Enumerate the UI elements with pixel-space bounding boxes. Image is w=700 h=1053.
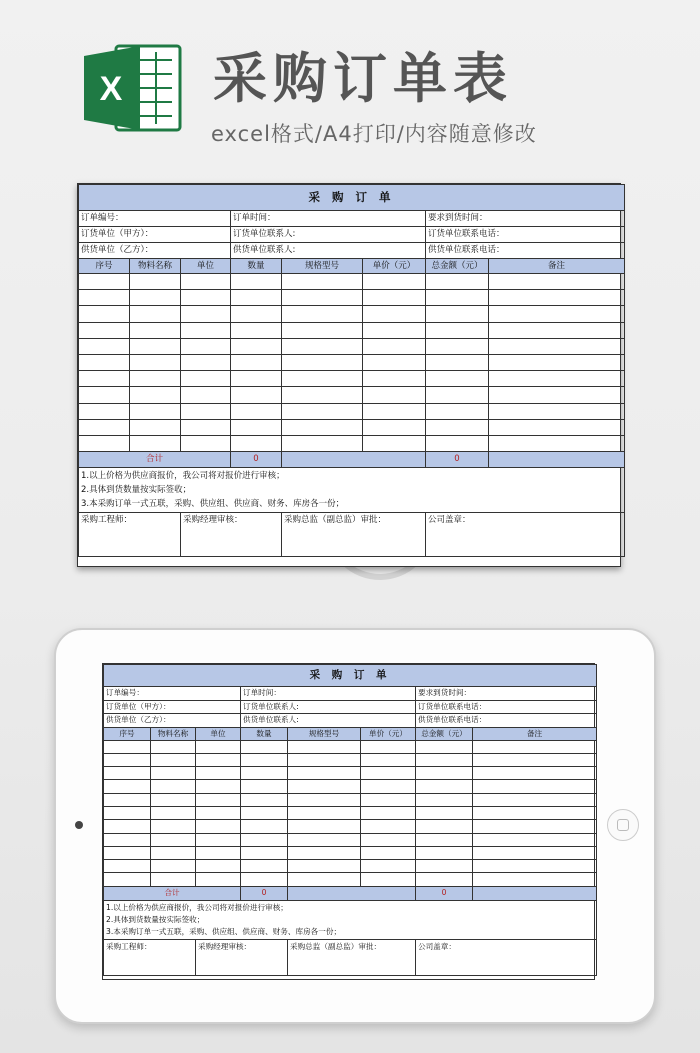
item-cell[interactable] [363, 322, 426, 338]
item-cell[interactable] [79, 338, 130, 354]
signature-field[interactable]: 采购总监（副总监）审批： [282, 513, 426, 557]
item-row [104, 833, 597, 846]
total-label: 合计 [104, 886, 241, 900]
item-row [79, 419, 625, 435]
item-cell[interactable] [288, 873, 361, 886]
item-cell[interactable] [130, 403, 181, 419]
item-cell[interactable] [361, 767, 416, 780]
form-title: 采 购 订 单 [104, 665, 597, 687]
item-cell[interactable] [241, 767, 288, 780]
item-cell[interactable] [151, 873, 196, 886]
item-cell[interactable] [241, 753, 288, 766]
item-row [79, 371, 625, 387]
note-line: 2.具体到货数量按实际签收； [79, 483, 625, 498]
item-cell[interactable] [489, 419, 625, 435]
item-row [104, 780, 597, 793]
column-header: 单位 [181, 259, 231, 274]
item-cell[interactable] [151, 753, 196, 766]
item-cell[interactable] [473, 753, 597, 766]
item-cell[interactable] [282, 306, 363, 322]
purchase-order-sheet [102, 663, 595, 980]
item-cell[interactable] [104, 820, 151, 833]
item-cell[interactable] [426, 419, 489, 435]
item-cell[interactable] [489, 274, 625, 290]
item-cell[interactable] [79, 387, 130, 403]
item-cell[interactable] [363, 290, 426, 306]
item-cell[interactable] [416, 806, 473, 819]
item-row [104, 793, 597, 806]
item-row [104, 753, 597, 766]
item-cell[interactable] [231, 435, 282, 451]
item-cell[interactable] [282, 338, 363, 354]
item-cell[interactable] [288, 740, 361, 753]
item-cell[interactable] [79, 371, 130, 387]
item-cell[interactable] [241, 820, 288, 833]
info-field[interactable]: 订单时间： [231, 211, 426, 227]
item-cell[interactable] [288, 820, 361, 833]
item-cell[interactable] [231, 419, 282, 435]
purchase-order-table [78, 184, 625, 557]
total-quantity: 0 [231, 452, 282, 468]
item-cell[interactable] [473, 860, 597, 873]
item-row [79, 435, 625, 451]
logo-letter: X [99, 70, 123, 108]
item-cell[interactable] [181, 274, 231, 290]
info-field[interactable]: 订单时间： [241, 687, 416, 701]
item-cell[interactable] [130, 435, 181, 451]
info-field[interactable]: 供货单位（乙方）： [104, 714, 241, 728]
item-cell[interactable] [363, 371, 426, 387]
item-cell[interactable] [282, 322, 363, 338]
column-header: 物料名称 [151, 727, 196, 740]
tablet-home-button [607, 809, 639, 841]
item-cell[interactable] [196, 780, 241, 793]
item-row [104, 740, 597, 753]
signature-field[interactable]: 采购工程师： [79, 513, 181, 557]
item-cell[interactable] [363, 354, 426, 370]
info-field[interactable]: 供货单位（乙方）： [79, 243, 231, 259]
page-subtitle: excel格式/A4打印/内容随意修改 [211, 122, 537, 146]
purchase-order-table [103, 664, 597, 976]
item-cell[interactable] [130, 371, 181, 387]
item-cell[interactable] [489, 403, 625, 419]
item-cell[interactable] [426, 338, 489, 354]
item-cell[interactable] [426, 371, 489, 387]
item-cell[interactable] [196, 806, 241, 819]
item-cell[interactable] [196, 873, 241, 886]
info-field[interactable]: 供货单位联系人: [241, 714, 416, 728]
item-cell[interactable] [361, 833, 416, 846]
info-field[interactable]: 订单编号： [104, 687, 241, 701]
item-cell[interactable] [473, 767, 597, 780]
item-cell[interactable] [361, 753, 416, 766]
item-cell[interactable] [151, 793, 196, 806]
item-cell[interactable] [426, 387, 489, 403]
item-cell[interactable] [130, 274, 181, 290]
item-cell[interactable] [231, 322, 282, 338]
item-cell[interactable] [473, 806, 597, 819]
item-cell[interactable] [473, 833, 597, 846]
item-cell[interactable] [79, 419, 130, 435]
item-cell[interactable] [231, 274, 282, 290]
item-cell[interactable] [196, 833, 241, 846]
item-cell[interactable] [104, 833, 151, 846]
item-cell[interactable] [489, 435, 625, 451]
item-cell[interactable] [151, 860, 196, 873]
item-cell[interactable] [181, 387, 231, 403]
purchase-order-sheet [77, 183, 621, 567]
column-header: 序号 [104, 727, 151, 740]
item-cell[interactable] [361, 860, 416, 873]
item-cell[interactable] [489, 371, 625, 387]
item-cell[interactable] [231, 403, 282, 419]
page-title: 采购订单表 [213, 47, 513, 110]
item-cell[interactable] [241, 873, 288, 886]
column-header: 规格型号 [282, 259, 363, 274]
item-cell[interactable] [181, 403, 231, 419]
excel-logo-icon [80, 40, 184, 136]
item-cell[interactable] [361, 846, 416, 859]
note-line: 1.以上价格为供应商报价，我公司将对报价进行审核； [104, 900, 597, 913]
item-cell[interactable] [473, 740, 597, 753]
item-cell[interactable] [181, 306, 231, 322]
item-cell[interactable] [181, 354, 231, 370]
info-field[interactable]: 订货单位联系人: [241, 700, 416, 714]
item-cell[interactable] [361, 780, 416, 793]
item-cell[interactable] [363, 306, 426, 322]
item-cell[interactable] [241, 793, 288, 806]
item-cell[interactable] [104, 753, 151, 766]
total-row [104, 886, 597, 900]
item-cell[interactable] [288, 753, 361, 766]
info-field[interactable]: 订货单位（甲方）： [79, 227, 231, 243]
signature-field[interactable]: 公司盖章： [426, 513, 625, 557]
item-cell[interactable] [363, 274, 426, 290]
column-header: 数量 [241, 727, 288, 740]
item-cell[interactable] [361, 806, 416, 819]
column-header: 备注 [489, 259, 625, 274]
item-cell[interactable] [196, 740, 241, 753]
item-cell[interactable] [361, 873, 416, 886]
column-header: 物料名称 [130, 259, 181, 274]
item-cell[interactable] [130, 419, 181, 435]
item-cell[interactable] [151, 806, 196, 819]
item-cell[interactable] [231, 387, 282, 403]
item-cell[interactable] [104, 780, 151, 793]
item-cell[interactable] [104, 846, 151, 859]
note-line: 3.本采购订单一式五联，采购、供应组、供应商、财务、库房各一份； [104, 926, 597, 939]
item-cell[interactable] [181, 338, 231, 354]
item-cell[interactable] [473, 873, 597, 886]
item-cell[interactable] [231, 354, 282, 370]
item-cell[interactable] [130, 306, 181, 322]
item-cell[interactable] [104, 860, 151, 873]
item-cell[interactable] [241, 860, 288, 873]
item-cell[interactable] [282, 274, 363, 290]
item-cell[interactable] [79, 403, 130, 419]
item-cell[interactable] [426, 403, 489, 419]
item-cell[interactable] [363, 387, 426, 403]
item-cell[interactable] [196, 820, 241, 833]
item-cell[interactable] [231, 371, 282, 387]
column-header: 总金额（元） [426, 259, 489, 274]
info-field[interactable]: 供货单位联系电话： [416, 714, 597, 728]
item-cell[interactable] [489, 306, 625, 322]
info-field[interactable]: 订货单位联系人: [231, 227, 426, 243]
tablet-camera [75, 821, 83, 829]
column-header: 数量 [231, 259, 282, 274]
item-cell[interactable] [231, 338, 282, 354]
item-cell[interactable] [241, 740, 288, 753]
column-header: 单价（元） [361, 727, 416, 740]
item-row [104, 846, 597, 859]
item-cell[interactable] [363, 419, 426, 435]
item-cell[interactable] [473, 846, 597, 859]
item-cell[interactable] [130, 322, 181, 338]
item-cell[interactable] [489, 290, 625, 306]
item-cell[interactable] [130, 338, 181, 354]
item-cell[interactable] [416, 833, 473, 846]
item-cell[interactable] [416, 793, 473, 806]
item-cell[interactable] [196, 860, 241, 873]
item-cell[interactable] [489, 338, 625, 354]
note-line: 2.具体到货数量按实际签收； [104, 913, 597, 926]
item-cell[interactable] [426, 435, 489, 451]
item-cell[interactable] [151, 846, 196, 859]
item-cell[interactable] [416, 846, 473, 859]
item-cell[interactable] [473, 793, 597, 806]
info-field[interactable]: 供货单位联系人: [231, 243, 426, 259]
item-cell[interactable] [416, 767, 473, 780]
item-cell[interactable] [282, 354, 363, 370]
item-cell[interactable] [104, 767, 151, 780]
item-row [79, 387, 625, 403]
item-row [79, 306, 625, 322]
item-cell[interactable] [104, 806, 151, 819]
item-row [79, 322, 625, 338]
item-cell[interactable] [79, 354, 130, 370]
item-cell[interactable] [282, 419, 363, 435]
column-header: 单位 [196, 727, 241, 740]
item-row [104, 767, 597, 780]
note-line: 1.以上价格为供应商报价，我公司将对报价进行审核； [79, 468, 625, 483]
item-cell[interactable] [361, 820, 416, 833]
item-cell[interactable] [363, 403, 426, 419]
item-cell[interactable] [104, 873, 151, 886]
total-row [79, 452, 625, 468]
item-row [104, 806, 597, 819]
item-cell[interactable] [151, 820, 196, 833]
item-cell[interactable] [196, 793, 241, 806]
item-row [79, 290, 625, 306]
item-cell[interactable] [288, 860, 361, 873]
item-row [79, 274, 625, 290]
item-cell[interactable] [282, 290, 363, 306]
item-cell[interactable] [416, 780, 473, 793]
info-field[interactable]: 订货单位联系电话： [426, 227, 625, 243]
item-cell[interactable] [416, 873, 473, 886]
item-cell[interactable] [79, 322, 130, 338]
item-cell[interactable] [416, 860, 473, 873]
item-cell[interactable] [130, 387, 181, 403]
item-cell[interactable] [426, 322, 489, 338]
item-cell[interactable] [473, 820, 597, 833]
column-header: 单价（元） [363, 259, 426, 274]
item-cell[interactable] [79, 290, 130, 306]
item-cell[interactable] [196, 753, 241, 766]
item-cell[interactable] [426, 274, 489, 290]
item-cell[interactable] [426, 306, 489, 322]
info-field[interactable]: 订单编号： [79, 211, 231, 227]
total-label: 合计 [79, 452, 231, 468]
item-cell[interactable] [416, 820, 473, 833]
item-row [104, 873, 597, 886]
item-cell[interactable] [104, 793, 151, 806]
item-cell[interactable] [288, 780, 361, 793]
item-cell[interactable] [288, 793, 361, 806]
item-cell[interactable] [241, 806, 288, 819]
item-row [79, 338, 625, 354]
info-field[interactable]: 要求到货时间： [426, 211, 625, 227]
item-cell[interactable] [79, 435, 130, 451]
info-field[interactable]: 订货单位（甲方）： [104, 700, 241, 714]
column-header: 备注 [473, 727, 597, 740]
column-header: 总金额（元） [416, 727, 473, 740]
item-cell[interactable] [426, 354, 489, 370]
item-cell[interactable] [489, 354, 625, 370]
item-cell[interactable] [151, 780, 196, 793]
form-title: 采 购 订 单 [79, 185, 625, 211]
signature-field[interactable]: 采购经理审核： [181, 513, 282, 557]
item-row [104, 820, 597, 833]
note-line: 3.本采购订单一式五联，采购、供应组、供应商、财务、库房各一份； [79, 498, 625, 513]
item-cell[interactable] [489, 387, 625, 403]
item-cell[interactable] [241, 846, 288, 859]
item-row [104, 860, 597, 873]
item-cell[interactable] [196, 846, 241, 859]
total-quantity: 0 [241, 886, 288, 900]
item-cell[interactable] [231, 306, 282, 322]
item-cell[interactable] [361, 740, 416, 753]
item-cell[interactable] [361, 793, 416, 806]
column-header: 规格型号 [288, 727, 361, 740]
item-cell[interactable] [181, 371, 231, 387]
item-row [79, 403, 625, 419]
item-cell[interactable] [241, 833, 288, 846]
item-cell[interactable] [181, 290, 231, 306]
item-cell[interactable] [151, 767, 196, 780]
item-cell[interactable] [363, 338, 426, 354]
item-cell[interactable] [151, 833, 196, 846]
item-cell[interactable] [288, 806, 361, 819]
item-row [79, 354, 625, 370]
item-cell[interactable] [473, 780, 597, 793]
item-cell[interactable] [104, 740, 151, 753]
item-cell[interactable] [151, 740, 196, 753]
item-cell[interactable] [241, 780, 288, 793]
item-cell[interactable] [416, 740, 473, 753]
item-cell[interactable] [79, 274, 130, 290]
item-cell[interactable] [416, 753, 473, 766]
info-field[interactable]: 订货单位联系电话： [416, 700, 597, 714]
item-cell[interactable] [288, 846, 361, 859]
info-field[interactable]: 要求到货时间： [416, 687, 597, 701]
item-cell[interactable] [231, 290, 282, 306]
item-cell[interactable] [282, 387, 363, 403]
item-cell[interactable] [363, 435, 426, 451]
item-cell[interactable] [181, 419, 231, 435]
item-cell[interactable] [130, 354, 181, 370]
item-cell[interactable] [426, 290, 489, 306]
item-cell[interactable] [288, 833, 361, 846]
column-header: 序号 [79, 259, 130, 274]
item-cell[interactable] [181, 322, 231, 338]
signature-field[interactable]: 采购经理审核： [196, 939, 288, 975]
item-cell[interactable] [282, 371, 363, 387]
item-cell[interactable] [288, 767, 361, 780]
item-cell[interactable] [489, 322, 625, 338]
item-cell[interactable] [130, 290, 181, 306]
total-amount: 0 [426, 452, 489, 468]
item-cell[interactable] [282, 403, 363, 419]
signature-field[interactable]: 采购工程师： [104, 939, 196, 975]
item-cell[interactable] [196, 767, 241, 780]
signature-field[interactable]: 采购总监（副总监）审批： [288, 939, 416, 975]
item-cell[interactable] [282, 435, 363, 451]
signature-field[interactable]: 公司盖章： [416, 939, 597, 975]
item-cell[interactable] [79, 306, 130, 322]
item-cell[interactable] [181, 435, 231, 451]
total-amount: 0 [416, 886, 473, 900]
info-field[interactable]: 供货单位联系电话： [426, 243, 625, 259]
